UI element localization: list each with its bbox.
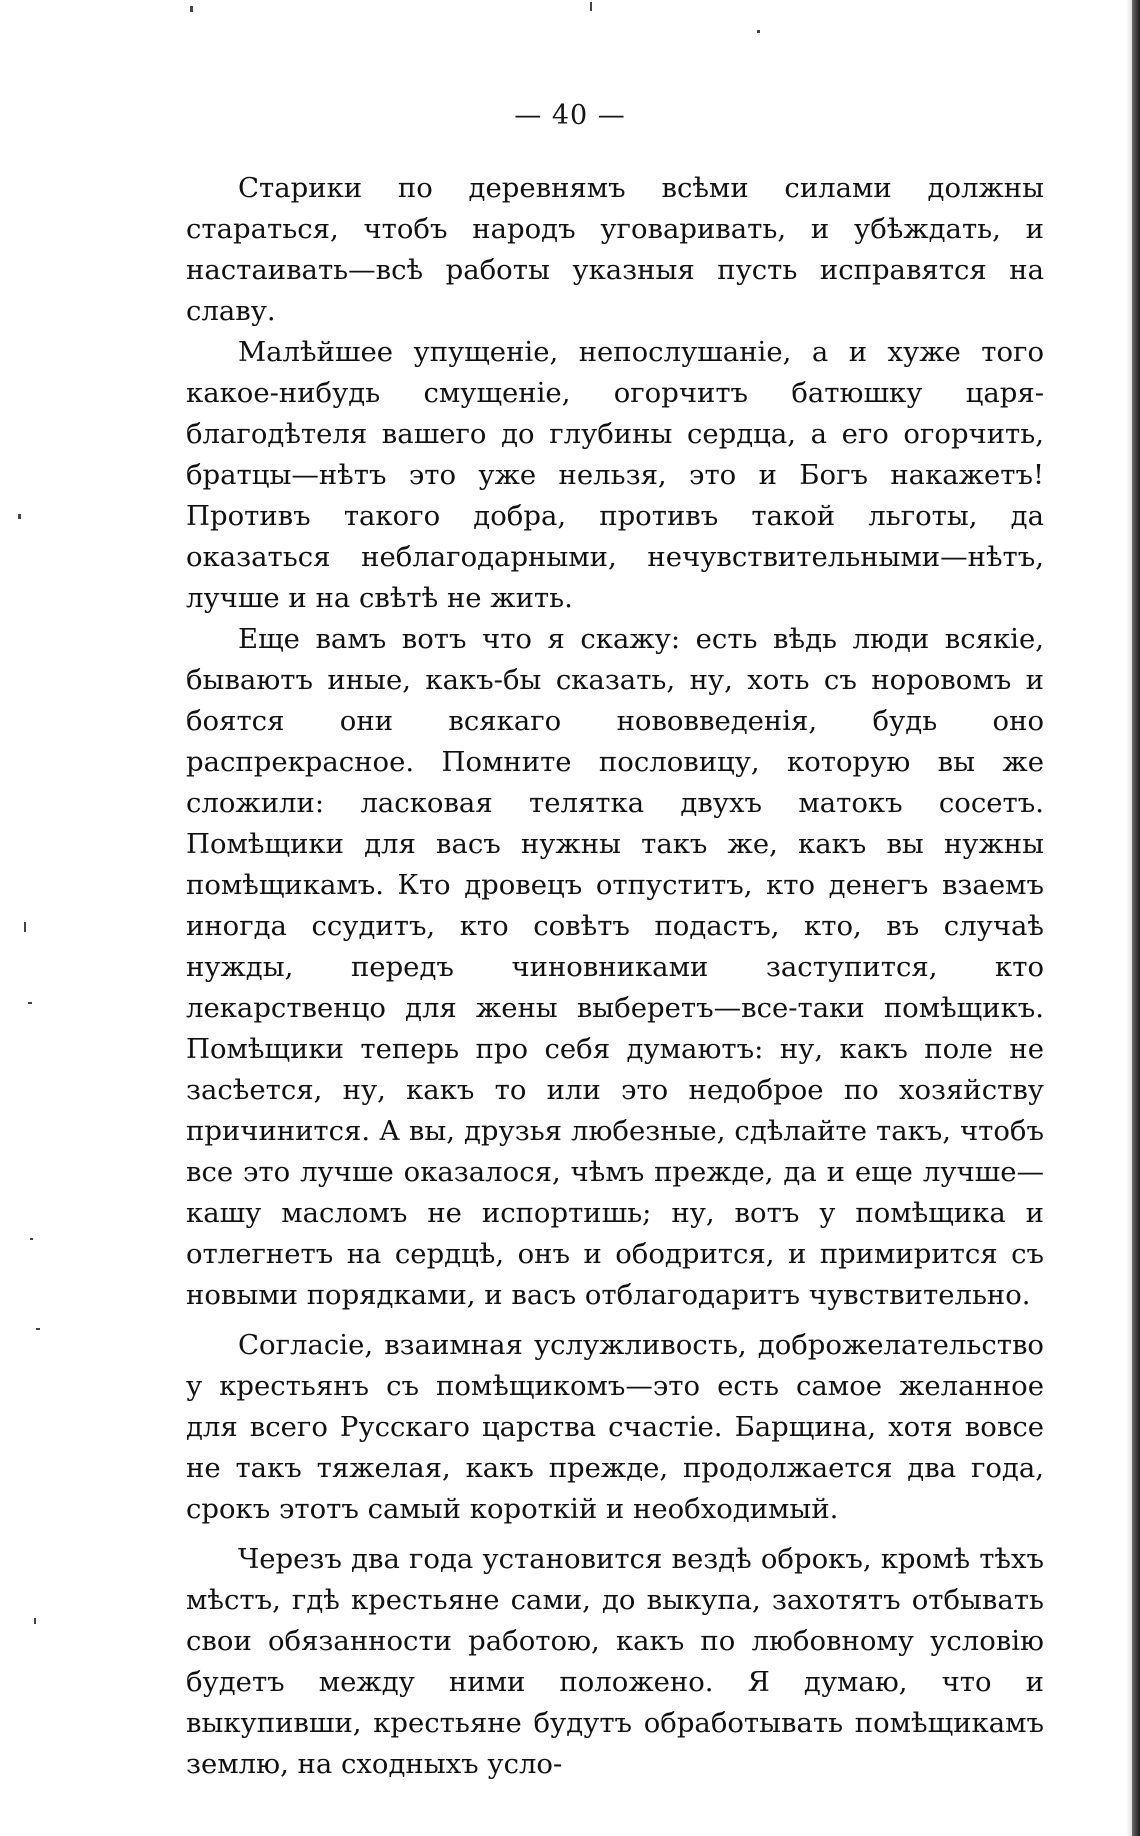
print-speck	[28, 1002, 32, 1004]
page-number: — 40 —	[514, 100, 626, 131]
print-speck	[30, 1238, 33, 1240]
book-spine-edge	[1132, 0, 1140, 1836]
paragraph: Еще вамъ вотъ что я скажу: есть вѣдь люди всякіе, бываютъ иные, какъ-бы сказать, ну, хоть съ норовомъ и боятся они всякаго нововведенія, будь оно распрекрасное. Помните пословицу, которую вы же сложили: ласковая телятка двухъ матокъ сосетъ. Помѣщики для васъ нужны такъ же, какъ вы нужны помѣщикамъ. Кто дровецъ отпуститъ, кто денегъ взаемъ иногда ссудитъ, кто совѣтъ подастъ, кто, въ случаѣ нужды, передъ чиновниками заступится, кто лекарственцо для жены выберетъ—все-таки помѣщикъ. Помѣщики теперь про себя думаютъ: ну, какъ поле не засѣется, ну, какъ то или это недоброе по хозяйству причинится. А вы, друзья любезные, сдѣлайте такъ, чтобъ все это лучше оказалося, чѣмъ прежде, да и еще лучше—кашу масломъ не испортишь; ну, вотъ у помѣщика и отлегнетъ на сердцѣ, онъ и ободрится, и примирится съ новыми порядками, и васъ отблагодаритъ чувствительно.	[186, 623, 1044, 1311]
print-speck	[34, 1618, 36, 1624]
paragraph: Старики по деревнямъ всѣми силами должны стараться, чтобъ народъ уговаривать, и убѣждать, и настаивать—всѣ работы указныя пусть исправятся на славу.	[186, 172, 1044, 327]
paragraph: Согласіе, взаимная услужливость, доброжелательство у крестьянъ съ помѣщикомъ—это есть самое желанное для всего Русскаго царства счастіе. Барщина, хотя вовсе не такъ тяжелая, какъ прежде, продолжается два года, срокъ этотъ самый короткій и необходимый.	[186, 1329, 1044, 1525]
print-speck	[757, 30, 760, 33]
print-speck	[18, 514, 21, 519]
print-speck	[36, 1328, 40, 1330]
print-speck	[24, 922, 26, 932]
print-speck	[190, 6, 193, 12]
paragraph: Черезъ два года установится вездѣ оброкъ, кромѣ тѣхъ мѣстъ, гдѣ крестьяне сами, до выкупа, захотятъ отбывать свои обязанности работою, какъ по любовному условію будетъ между ними положено. Я думаю, что и выкупивши, крестьяне будутъ обработывать помѣщикамъ землю, на сходныхъ усло-	[186, 1543, 1044, 1780]
print-speck	[590, 2, 592, 11]
body-text	[186, 168, 1044, 1785]
paragraph: Малѣйшее упущеніе, непослушаніе, а и хуже того какое-нибудь смущеніе, огорчитъ батюшку царя-благодѣтеля вашего до глубины сердца, а его огорчить, братцы—нѣтъ это уже нельзя, это и Богъ накажетъ! Противъ такого добра, противъ такой льготы, да оказаться неблагодарными, нечувствительными—нѣтъ, лучше и на свѣтѣ не жить.	[186, 336, 1044, 614]
